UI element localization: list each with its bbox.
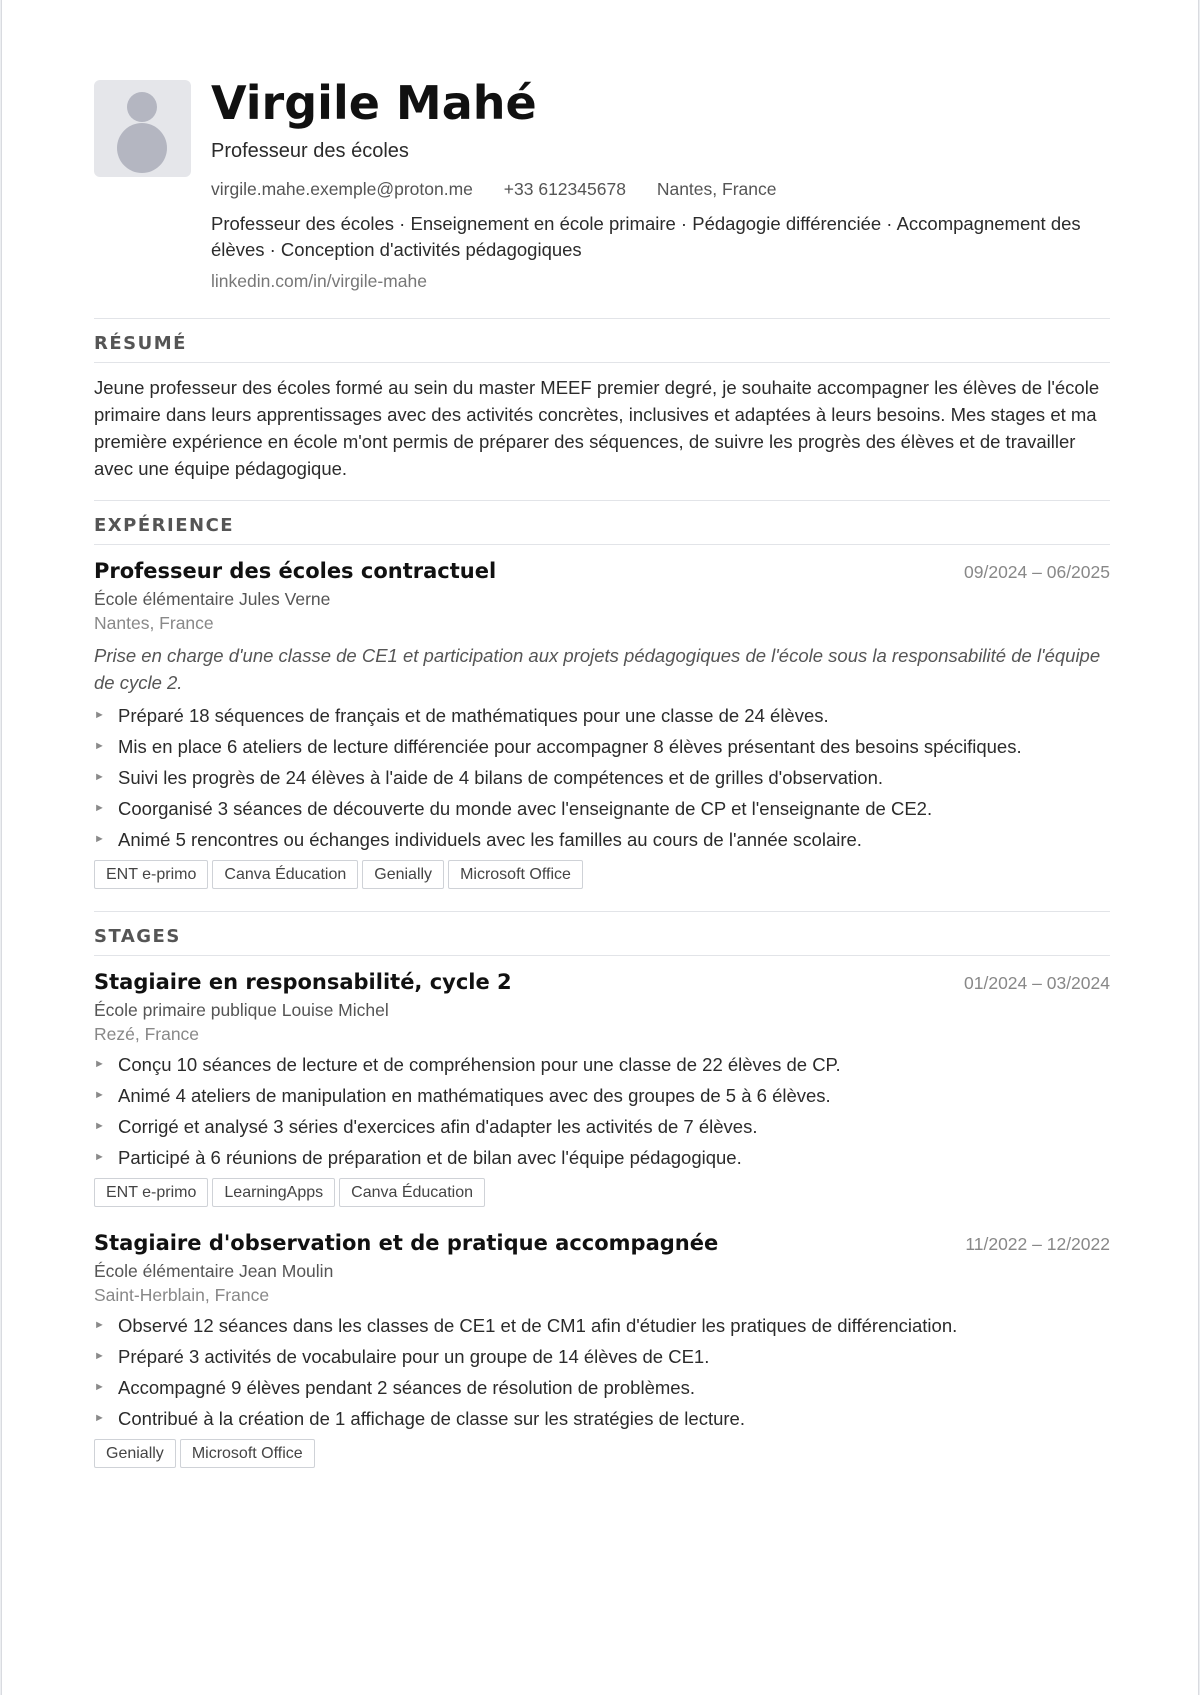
entry-header bbox=[94, 968, 1110, 996]
entry bbox=[94, 557, 1110, 889]
candidate-name: Virgile Mahé bbox=[211, 76, 537, 130]
bullet-item bbox=[94, 1142, 1110, 1173]
skill-tag: ENT e-primo bbox=[94, 1178, 208, 1207]
bullet-text: Corrigé et analysé 3 séries d'exercices afin d'adapter les activités de 7 élèves. bbox=[118, 1116, 758, 1137]
skill-tag: ENT e-primo bbox=[94, 860, 208, 889]
triangle-right-icon: ► bbox=[94, 1120, 105, 1132]
entry-dates: 01/2024 – 03/2024 bbox=[964, 973, 1110, 993]
email[interactable]: virgile.mahe.exemple@proton.me bbox=[211, 179, 473, 199]
stage-entries bbox=[94, 968, 1110, 1468]
bullet-text: Contribué à la création de 1 affichage de classe sur les stratégies de lecture. bbox=[118, 1408, 745, 1429]
resume-page bbox=[1, 0, 1199, 1695]
stages-section bbox=[94, 911, 1110, 1468]
tag-list bbox=[94, 1178, 1110, 1207]
bullet-text: Accompagné 9 élèves pendant 2 séances de résolution de problèmes. bbox=[118, 1377, 695, 1398]
bullet-text: Mis en place 6 ateliers de lecture différenciée pour accompagner 8 élèves présentant des besoins spécifiques. bbox=[118, 736, 1022, 757]
bullet-list bbox=[94, 1049, 1110, 1173]
bullet-item bbox=[94, 824, 1110, 855]
skill-tag: LearningApps bbox=[212, 1178, 335, 1207]
skill-tag: Genially bbox=[94, 1439, 176, 1468]
entry-dates: 09/2024 – 06/2025 bbox=[964, 562, 1110, 582]
bullet-text: Préparé 18 séquences de français et de mathématiques pour une classe de 24 élèves. bbox=[118, 705, 829, 726]
bullet-list bbox=[94, 1310, 1110, 1434]
experience-section bbox=[94, 500, 1110, 889]
header-text bbox=[211, 72, 1110, 293]
triangle-right-icon: ► bbox=[94, 833, 105, 845]
triangle-right-icon: ► bbox=[94, 1350, 105, 1362]
triangle-right-icon: ► bbox=[94, 771, 105, 783]
experience-entries bbox=[94, 557, 1110, 889]
triangle-right-icon: ► bbox=[94, 1319, 105, 1331]
bullet-item bbox=[94, 700, 1110, 731]
entry-location: Rezé, France bbox=[94, 1024, 200, 1044]
triangle-right-icon: ► bbox=[94, 1089, 105, 1101]
person-silhouette-icon bbox=[127, 92, 157, 122]
phone[interactable]: +33 612345678 bbox=[503, 179, 626, 199]
bullet-item bbox=[94, 1080, 1110, 1111]
bullet-text: Suivi les progrès de 24 élèves à l'aide de 4 bilans de compétences et de grilles d'observation. bbox=[118, 767, 883, 788]
bullet-item bbox=[94, 1111, 1110, 1142]
entry-header bbox=[94, 1229, 1110, 1257]
tag-list bbox=[94, 860, 1110, 889]
summary-text: Jeune professeur des écoles formé au sein du master MEEF premier degré, je souhaite accompagner les élèves de l'école primaire dans leurs apprentissages avec des activités concrètes, inclusives et adaptées à leurs besoins. Mes stages et ma première expérience en école m'ont permis de préparer des séquences, de suivre les progrès des élèves et de travailler avec une équipe pédagogique. bbox=[94, 377, 1100, 479]
linkedin-link[interactable]: linkedin.com/in/virgile-mahe bbox=[211, 271, 427, 291]
section-heading: STAGES bbox=[94, 912, 1110, 956]
avatar bbox=[94, 80, 191, 177]
triangle-right-icon: ► bbox=[94, 740, 105, 752]
triangle-right-icon: ► bbox=[94, 1381, 105, 1393]
section-heading: RÉSUMÉ bbox=[94, 319, 1110, 363]
entry bbox=[94, 968, 1110, 1207]
bullet-item bbox=[94, 793, 1110, 824]
skill-tag: Canva Éducation bbox=[212, 860, 358, 889]
entry-location: Saint-Herblain, France bbox=[94, 1285, 270, 1305]
triangle-right-icon: ► bbox=[94, 1058, 105, 1070]
bullet-item bbox=[94, 731, 1110, 762]
bullet-item bbox=[94, 1372, 1110, 1403]
entry-role: Professeur des écoles contractuel bbox=[94, 559, 497, 583]
entry-role: Stagiaire d'observation et de pratique accompagnée bbox=[94, 1231, 719, 1255]
bullet-text: Participé à 6 réunions de préparation et de bilan avec l'équipe pédagogique. bbox=[118, 1147, 742, 1168]
entry-organization: École élémentaire Jean Moulin bbox=[94, 1261, 334, 1281]
entry-header bbox=[94, 557, 1110, 585]
entry bbox=[94, 1229, 1110, 1468]
bullet-text: Animé 5 rencontres ou échanges individuels avec les familles au cours de l'année scolaire. bbox=[118, 829, 862, 850]
entry-dates: 11/2022 – 12/2022 bbox=[965, 1234, 1110, 1254]
entry-role: Stagiaire en responsabilité, cycle 2 bbox=[94, 970, 512, 994]
entry-organization: École élémentaire Jules Verne bbox=[94, 589, 331, 609]
resume-content bbox=[94, 0, 1110, 1468]
section-heading: EXPÉRIENCE bbox=[94, 501, 1110, 545]
triangle-right-icon: ► bbox=[94, 802, 105, 814]
bullet-text: Animé 4 ateliers de manipulation en mathématiques avec des groupes de 5 à 6 élèves. bbox=[118, 1085, 831, 1106]
bullet-text: Préparé 3 activités de vocabulaire pour un groupe de 14 élèves de CE1. bbox=[118, 1346, 710, 1367]
bullet-text: Observé 12 séances dans les classes de CE1 et de CM1 afin d'étudier les pratiques de différenciation. bbox=[118, 1315, 958, 1336]
summary-section bbox=[94, 318, 1110, 482]
bullet-list bbox=[94, 700, 1110, 855]
tag-list bbox=[94, 1439, 1110, 1468]
triangle-right-icon: ► bbox=[94, 1151, 105, 1163]
skill-tag: Canva Éducation bbox=[339, 1178, 485, 1207]
skill-tag: Genially bbox=[362, 860, 444, 889]
bullet-item bbox=[94, 1341, 1110, 1372]
triangle-right-icon: ► bbox=[94, 709, 105, 721]
bullet-text: Conçu 10 séances de lecture et de compréhension pour une classe de 22 élèves de CP. bbox=[118, 1054, 841, 1075]
triangle-right-icon: ► bbox=[94, 1412, 105, 1424]
entry-description: Prise en charge d'une classe de CE1 et participation aux projets pédagogiques de l'école sous la responsabilité de l'équipe de cycle 2. bbox=[94, 645, 1101, 693]
bullet-item bbox=[94, 1403, 1110, 1434]
entry-location: Nantes, France bbox=[94, 613, 214, 633]
bullet-item bbox=[94, 762, 1110, 793]
resume-header bbox=[94, 0, 1110, 318]
keywords: Professeur des écoles · Enseignement en école primaire · Pédagogie différenciée · Accompagnement des élèves · Conception d'activités pédagogiques bbox=[211, 213, 1081, 260]
entry-organization: École primaire publique Louise Michel bbox=[94, 1000, 389, 1020]
contact-line bbox=[211, 178, 1110, 200]
bullet-item bbox=[94, 1049, 1110, 1080]
skill-tag: Microsoft Office bbox=[180, 1439, 315, 1468]
bullet-item bbox=[94, 1310, 1110, 1341]
bullet-text: Coorganisé 3 séances de découverte du monde avec l'enseignante de CP et l'enseignante de CE2. bbox=[118, 798, 933, 819]
job-title: Professeur des écoles bbox=[211, 140, 409, 162]
location: Nantes, France bbox=[656, 179, 777, 199]
skill-tag: Microsoft Office bbox=[448, 860, 583, 889]
